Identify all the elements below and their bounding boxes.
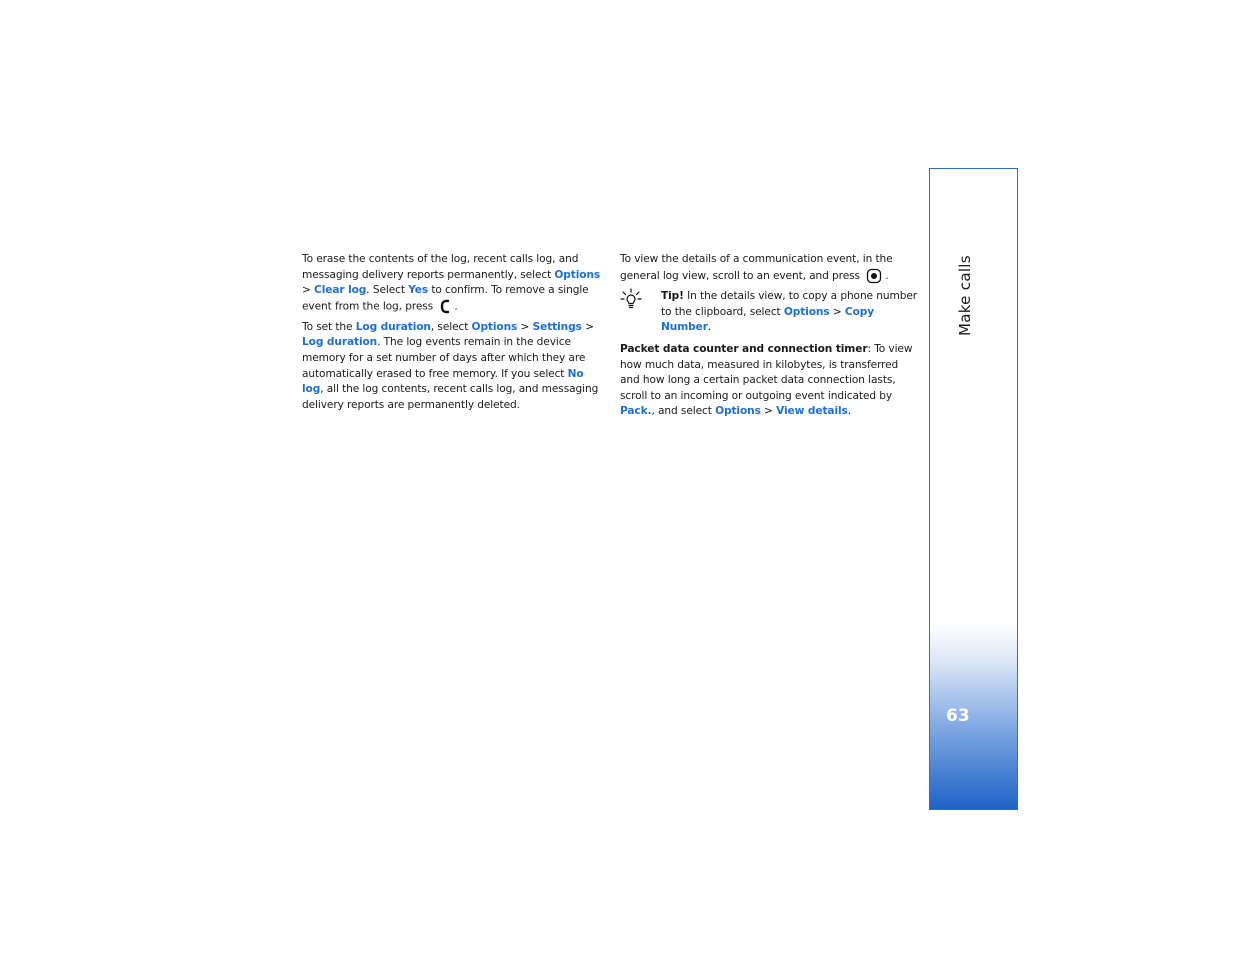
text: . Select [366, 284, 409, 297]
text: > [829, 305, 845, 318]
text: : To view how much data, measured in kilobytes, is transferred and how long a certain packet data connection lasts, scroll to an incoming or outgoing event indicated by [620, 342, 913, 402]
text: > [760, 405, 777, 418]
tip-box [620, 289, 920, 336]
chapter-title: Make calls [956, 255, 974, 336]
section-heading: Packet data counter and connection timer [620, 342, 868, 355]
menu-term-options: Options [554, 268, 601, 281]
menu-term-settings: Settings [532, 320, 582, 333]
menu-term-log-duration: Log duration [355, 320, 431, 333]
left-column [302, 252, 602, 418]
tip-label: Tip! [661, 290, 684, 303]
text: To set the [302, 320, 356, 333]
text: , all the log contents, recent calls log, and messaging delivery reports are permanently deleted. [302, 383, 599, 411]
menu-term-copy-number: Copy Number [661, 305, 875, 334]
text: . [847, 405, 852, 418]
menu-term-options: Options [471, 320, 518, 333]
menu-term-options: Options [783, 305, 830, 318]
packet-data-paragraph [620, 342, 920, 420]
clear-log-paragraph [302, 252, 602, 315]
text: To view the details of a communication event, in the general log view, scroll to an event, and press [620, 253, 893, 282]
text: To erase the contents of the log, recent calls log, and messaging delivery reports permanently, select [302, 253, 579, 281]
joystick-key-icon [866, 268, 882, 284]
view-details-paragraph [620, 252, 920, 284]
text: In the details view, to copy a phone number to the clipboard, select [661, 290, 917, 318]
text: . [885, 269, 889, 282]
text: > [581, 320, 594, 333]
text: to confirm. To remove a single event from the log, press [302, 284, 589, 313]
text: . [454, 300, 458, 313]
menu-term-view-details: View details [776, 405, 848, 418]
text: , and select [651, 405, 716, 418]
text: , select [430, 320, 472, 333]
text: . The log events remain in the device memory for a set number of days after which they are automatically erased to free memory. If you select [302, 336, 586, 380]
menu-term-clear-log: Clear log [314, 284, 367, 297]
menu-term-yes: Yes [408, 284, 429, 297]
clear-key-icon [439, 299, 451, 314]
text: . [707, 321, 712, 334]
text: > [517, 320, 533, 333]
right-column [620, 252, 920, 425]
text: > [302, 284, 315, 297]
menu-term-options: Options [715, 405, 761, 418]
page-number: 63 [946, 706, 970, 726]
menu-term-pack: Pack. [620, 405, 652, 418]
menu-term-log-duration-2: Log duration [302, 336, 378, 349]
log-duration-paragraph [302, 320, 602, 414]
lightbulb-tip-icon [620, 288, 642, 310]
menu-term-no-log: No log [302, 367, 584, 396]
